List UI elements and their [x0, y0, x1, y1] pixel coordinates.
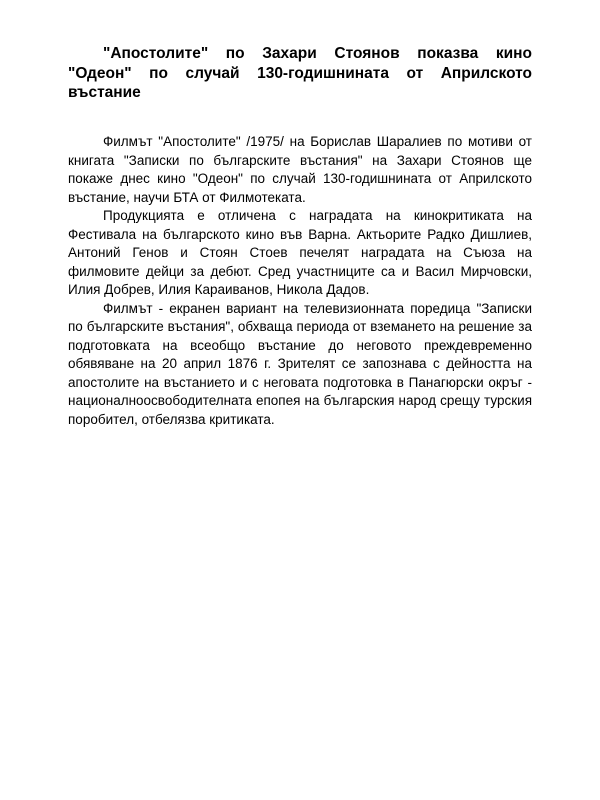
- article-body: [68, 133, 532, 429]
- paragraph-1: Филмът "Апостолите" /1975/ на Борислав Шаралиев по мотиви от книгата "Записки по българските въстания" на Захари Стоянов ще покаже днес кино "Одеон" по случай 130-годишнината от Априлското въстание, научи БТА от Филмотеката.: [68, 134, 532, 205]
- article-title: "Апостолите" по Захари Стоянов показва кино "Одеон" по случай 130-годишнината от Априлското въстание: [68, 45, 532, 101]
- paragraph-2: Продукцията е отличена с наградата на кинокритиката на Фестивала на българското кино във Варна. Актьорите Радко Дишлиев, Антоний Генов и Стоян Стоев печелят наградата на Съюза на филмовите дейци за дебют. Сред участниците са и Васил Мирчовски, Илия Добрев, Илия Караиванов, Никола Дадов.: [68, 208, 532, 297]
- paragraph-3: Филмът - екранен вариант на телевизионната поредица "Записки по българските въстания", обхваща периода от вземането на решение за подготовката на всеобщо въстание до неговото преждевременно обявяване на 20 април 1876 г. Зрителят се запознава с дейността на апостолите на въстанието и с неговата подготовка в Панагюрски окръг - националноосвободителната епопея на българския народ срещу турския поробител, отбелязва критиката.: [68, 300, 532, 427]
